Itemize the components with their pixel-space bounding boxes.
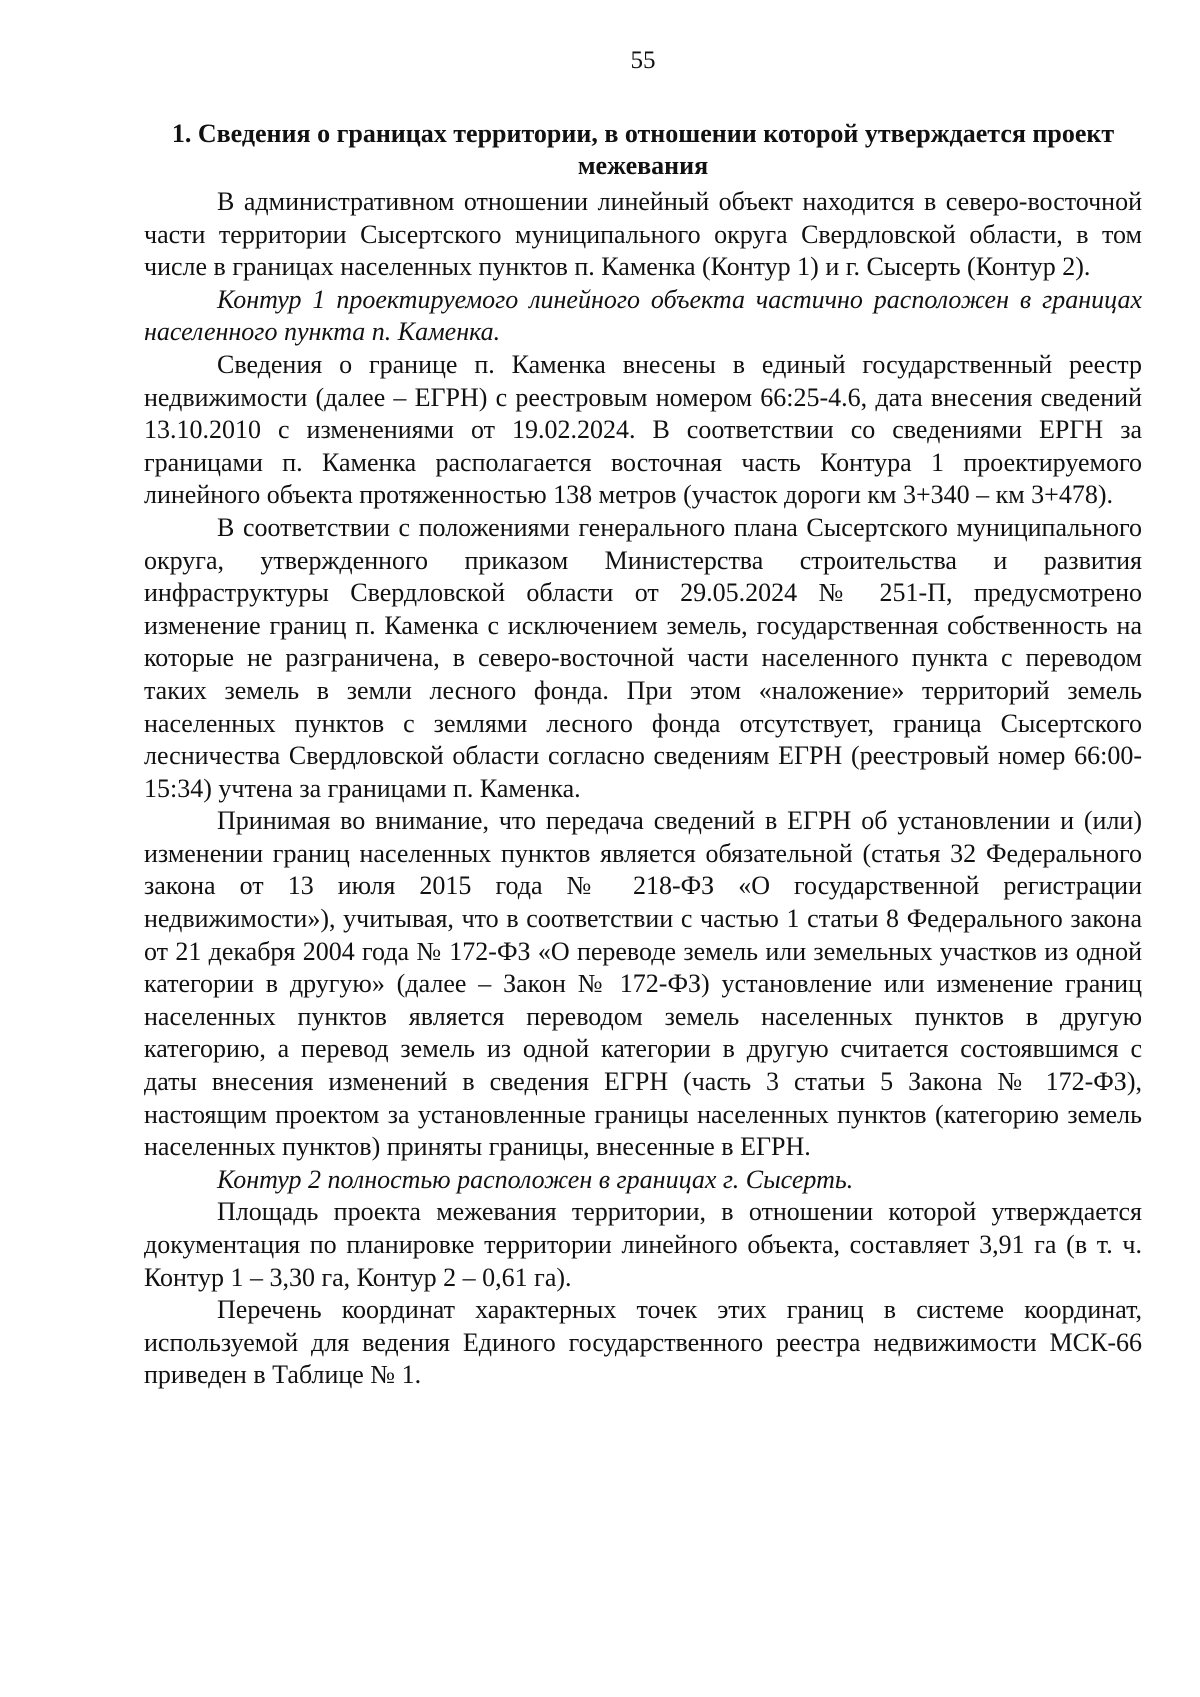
paragraph-general-plan: В соответствии с положениями генерального плана Сысертского муниципального округа, утвержденного приказом Министерства строительства и развития инфраструктуры Свердловской области от 29.05.2024 № 251-П, предусмотрено изменение границ п. Каменка с исключением земель, государственная собственность на которые не разграничена, в северо-восточной части населенного пункта с переводом таких земель в земли лесного фонда. При этом «наложение» территорий земель населенных пунктов с землями лесного фонда отсутствует, граница Сысертского лесничества Свердловской области согласно сведениям ЕГРН (реестровый номер 66:00-15:34) учтена за границами п. Каменка. [144,512,1142,803]
section-heading: 1. Сведения о границах территории, в отношении которой утверждается проект межевания [171,119,1115,180]
document-page [144,44,1142,1392]
paragraph-location: В административном отношении линейный объект находится в северо-восточной части территории Сысертского муниципального округа Свердловской области, в том числе в границах населенных пунктов п. Каменка (Контур 1) и г. Сысерть (Контур 2). [144,187,1142,282]
paragraph-legal-basis: Принимая во внимание, что передача сведений в ЕГРН об установлении и (или) изменении границ населенных пунктов является обязательной (статья 32 Федерального закона от 13 июля 2015 года № 218-ФЗ «О государственной регистрации недвижимости»), учитывая, что в соответствии с частью 1 статьи 8 Федерального закона от 21 декабря 2004 года № 172-ФЗ «О переводе земель или земельных участков из одной категории в другую» (далее – Закон № 172-ФЗ) установление или изменение границ населенных пунктов является переводом земель населенных пунктов в другую категорию, а перевод земель из одной категории в другую считается состоявшимся с даты внесения изменений в сведения ЕГРН (часть 3 статьи 5 Закона № 172-ФЗ), настоящим проектом за установленные границы населенных пунктов (категорию земель населенных пунктов) приняты границы, внесенные в ЕГРН. [144,806,1142,1162]
paragraph-boundary-info: Сведения о границе п. Каменка внесены в единый государственный реестр недвижимости (далее – ЕГРН) с реестровым номером 66:25-4.6, дата внесения сведений 13.10.2010 с изменениями от 19.02.2024. В соответствии со сведениями ЕРГН за границами п. Каменка располагается восточная часть Контура 1 проектируемого линейного объекта протяженностью 138 метров (участок дороги км 3+340 – км 3+478). [144,349,1142,510]
paragraph-area: Площадь проекта межевания территории, в отношении которой утверждается документация по планировке территории линейного объекта, составляет 3,91 га (в т. ч. Контур 1 – 3,30 га, Контур 2 – 0,61 га). [144,1197,1142,1292]
paragraph-contour-2: Контур 2 полностью расположен в границах г. Сысерть. [217,1164,854,1194]
paragraph-coordinates: Перечень координат характерных точек этих границ в системе координат, используемой для ведения Единого государственного реестра недвижимости МСК-66 приведен в Таблице № 1. [144,1295,1142,1390]
page-number: 55 [630,47,656,74]
paragraph-contour-1: Контур 1 проектируемого линейного объекта частично расположен в границах населенного пункта п. Каменка. [144,284,1142,347]
